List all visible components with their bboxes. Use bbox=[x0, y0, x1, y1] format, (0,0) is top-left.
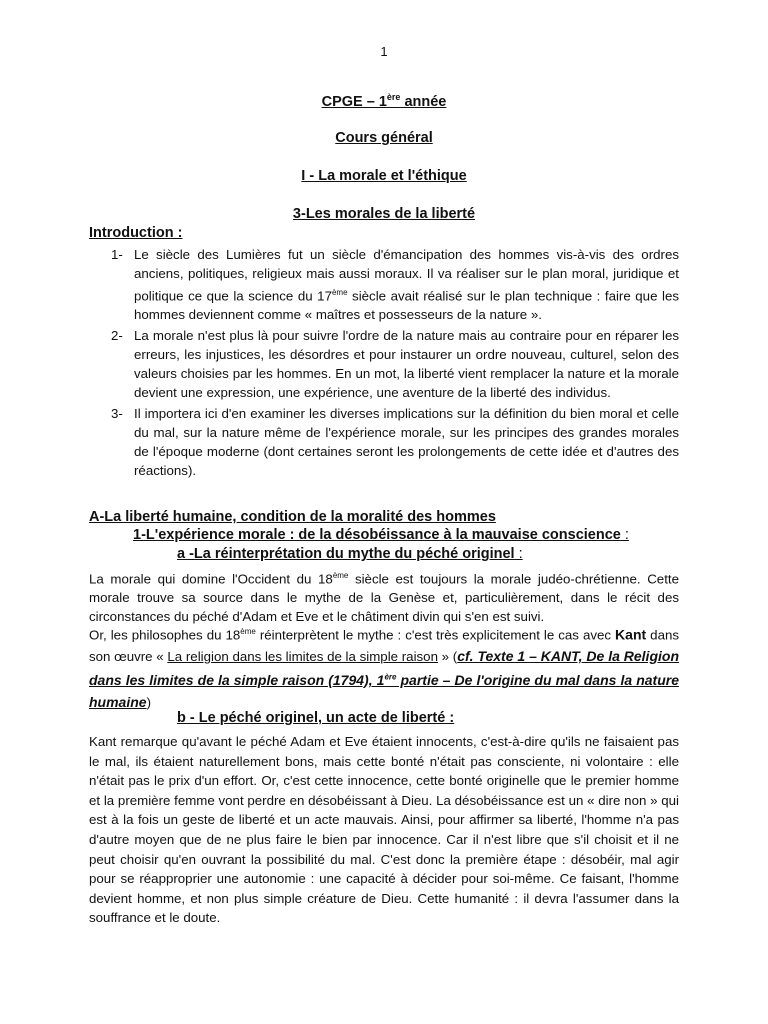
document-title: CPGE – 1ère année bbox=[321, 92, 447, 110]
paragraph-genese: La morale qui domine l'Occident du 18ème siècle est toujours la morale judéo-chrétienne. Cette morale trouve sa source dans le mythe de la Genèse et, particulièrement, dans le récit des circonstances du péché d'Adam et Eve et le châtiment divin qui s'en est suivi. bbox=[89, 571, 679, 625]
subsection-1-heading: 1-L'expérience morale : de la désobéissance à la mauvaise conscience : bbox=[133, 527, 629, 543]
subsection-1b-heading: b - Le péché originel, un acte de liberté : bbox=[177, 710, 455, 726]
section-a-heading: A-La liberté humaine, condition de la moralité des hommes bbox=[89, 509, 496, 525]
book-title: La religion dans les limites de la simple raison bbox=[167, 648, 438, 664]
paragraph-peche-originel: Kant remarque qu'avant le péché Adam et Eve étaient innocents, c'est-à-dire qu'ils ne faisaient pas le mal, ils étaient naturellement bons, mais cette bonté n'était pas consciente, ni volontaire : elle n'était pas le prix d'un effort. Or, c'est cette innocence, cette bonté originelle que le premier homme et la première femme vont perdre en désobéissant à Dieu. La désobéissance est un « dire non » qui est à la fois un geste de liberté et un acte mauvais. Ainsi, pour affirmer sa liberté, l'homme n'a pas d'autre moyen que de ne plus faire le bien par innocence. Car il n'est libre que s'il choisit et il ne peut choisir qu'en ouvrant la possibilité du mal. C'est donc la première étape : désobéir, mal agir pour se réapproprier une autonomie : une capacité à décider pour soi-même. Ce faisant, l'homme devient homme, et non plus simple créature de Dieu. Cette humanité : il devra l'assumer dans la souffrance et le doute. bbox=[89, 734, 679, 926]
intro-list bbox=[89, 245, 679, 482]
text-reference: cf. Texte 1 – KANT, De la Religion dans les limites de la simple raison (1794), 1ère partie – De l'origine du mal dans la nature humaine bbox=[89, 647, 679, 710]
list-item: 1- Le siècle des Lumières fut un siècle d'émancipation des hommes vis-à-vis des ordres anciens, politiques, religieux mais aussi moraux. Il va réaliser sur le plan moral, juridique et politique ce que la science du 17ème siècle avait réalisé sur le plan technique : faire que les hommes deviennent comme « maîtres et possesseurs de la nature ». bbox=[111, 247, 679, 323]
chapter-title: 3-Les morales de la liberté bbox=[292, 206, 476, 222]
course-title: Cours général bbox=[335, 130, 433, 146]
paragraph-kant: Or, les philosophes du 18ème réinterprètent le mythe : c'est très explicitement le cas avec Kant dans son œuvre « La religion dans les limites de la simple raison » (cf. Texte 1 – KANT, De la Religion dans les limites de la simple raison (1794), 1ère partie – De l'origine du mal dans la nature humaine) bbox=[89, 626, 680, 710]
list-item: 3- Il importera ici d'en examiner les diverses implications sur la définition du bien moral et celle du mal, sur la nature même de l'expérience morale, sur les principes des grandes morales de l'époque moderne (dont certaines seront les prolongements de cette idée et d'autres des réactions). bbox=[111, 406, 679, 479]
part-title: I - La morale et l'éthique bbox=[301, 168, 467, 184]
list-item: 2- La morale n'est plus là pour suivre l'ordre de la nature mais au contraire pour en réparer les erreurs, les injustices, les désordres et pour instaurer un ordre nouveau, culturel, selon des valeurs choisies par les hommes. En un mot, la liberté vient remplacer la nature et la morale devient une expression, une expérience, une aventure de la liberté des individus. bbox=[111, 328, 679, 401]
page-number: 1 bbox=[380, 44, 388, 59]
intro-heading: Introduction : bbox=[89, 225, 183, 241]
subsection-1a-heading: a -La réinterprétation du mythe du péché originel : bbox=[177, 546, 523, 562]
